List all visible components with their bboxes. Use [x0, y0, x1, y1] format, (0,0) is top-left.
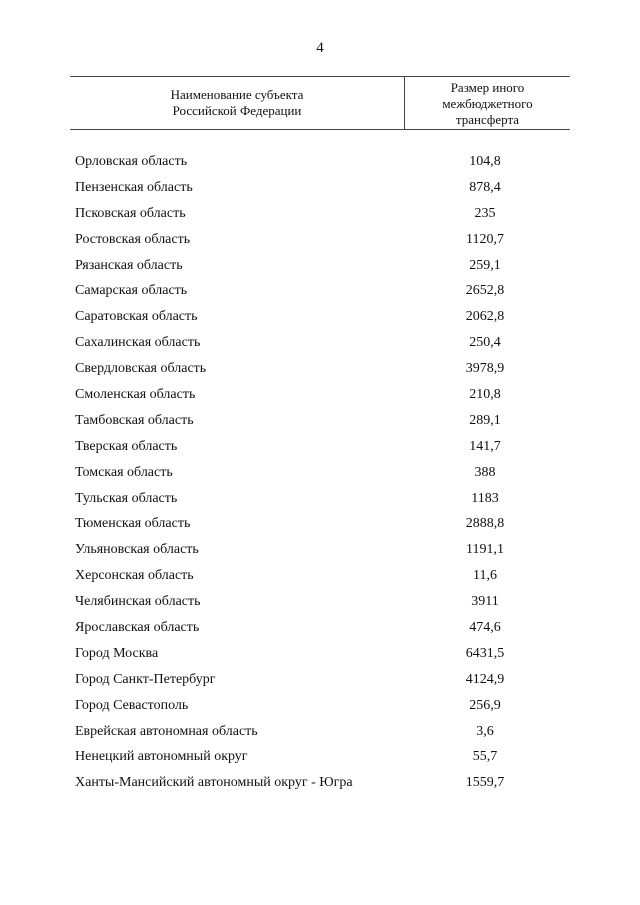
- transfer-value: 104,8: [469, 154, 501, 169]
- table-row: [70, 434, 570, 460]
- subject-name: Саратовская область: [75, 309, 198, 325]
- subject-name: Тульская область: [75, 490, 178, 506]
- transfer-value: 259,1: [469, 257, 501, 273]
- transfer-value: 3,6: [476, 723, 494, 739]
- table-body: [70, 149, 570, 796]
- table-row: [70, 201, 570, 227]
- table-row: [70, 563, 570, 589]
- header-value-line-3: трансферта: [455, 112, 520, 127]
- table-row: [70, 537, 570, 563]
- table-row: [70, 408, 570, 434]
- table-row: [70, 719, 570, 745]
- subject-name: Еврейская автономная область: [75, 723, 258, 739]
- transfer-value: 878,4: [469, 179, 501, 195]
- table-row: [70, 511, 570, 537]
- subject-name: Ханты-Мансийский автономный округ - Югра: [75, 775, 353, 791]
- table-row: [70, 304, 570, 330]
- transfer-value: 4124,9: [465, 671, 505, 687]
- transfer-value: 210,8: [469, 387, 501, 403]
- subject-name: Сахалинская область: [75, 335, 201, 351]
- transfer-value: 6431,5: [465, 645, 505, 661]
- table-header: [70, 76, 570, 130]
- subject-name: Орловская область: [75, 154, 188, 169]
- subject-name: Рязанская область: [75, 257, 183, 273]
- subject-name: Тамбовская область: [75, 412, 194, 428]
- subject-name: Смоленская область: [75, 387, 196, 403]
- transfer-value: 11,6: [473, 568, 497, 584]
- transfer-value: 289,1: [469, 412, 501, 428]
- table-row: [70, 667, 570, 693]
- transfer-value: 1120,7: [466, 231, 504, 247]
- transfer-value: 3978,9: [465, 361, 505, 377]
- transfer-value: 2652,8: [465, 283, 505, 299]
- header-subject-line-2: Российской Федерации: [172, 103, 302, 118]
- transfer-value: 388: [474, 464, 496, 480]
- header-value-line-2: межбюджетного: [442, 96, 533, 111]
- table-row: [70, 460, 570, 486]
- table-row: [70, 253, 570, 279]
- subject-name: Тюменская область: [75, 516, 191, 532]
- table-row: [70, 382, 570, 408]
- table-row: [70, 149, 570, 175]
- table-row: [70, 356, 570, 382]
- subject-name: Город Москва: [75, 645, 159, 661]
- subject-name: Псковская область: [75, 205, 186, 221]
- transfer-value: 235: [474, 205, 496, 221]
- transfer-value: 2062,8: [465, 309, 505, 325]
- subject-name: Ненецкий автономный округ: [75, 749, 248, 765]
- page-number: 4: [316, 40, 324, 56]
- table-row: [70, 770, 570, 796]
- header-value-line-1: Размер иного: [450, 80, 525, 95]
- transfer-value: 1183: [471, 490, 499, 506]
- header-subject-line-1: Наименование субъекта: [170, 87, 304, 102]
- table-row: [70, 693, 570, 719]
- table-row: [70, 486, 570, 512]
- subject-name: Свердловская область: [75, 361, 207, 377]
- subject-name: Тверская область: [75, 438, 178, 454]
- subject-name: Ярославская область: [75, 620, 200, 636]
- header-transfer-size: [405, 80, 570, 128]
- header-subject-name: [70, 87, 404, 119]
- subject-name: Город Севастополь: [75, 697, 189, 713]
- table-row: [70, 615, 570, 641]
- subject-name: Пензенская область: [75, 179, 193, 195]
- subject-name: Челябинская область: [75, 594, 201, 610]
- subject-name: Томская область: [75, 464, 173, 480]
- transfer-value: 3911: [471, 594, 499, 610]
- subject-name: Самарская область: [75, 283, 188, 299]
- subject-name: Херсонская область: [75, 568, 194, 584]
- subject-name: Ульяновская область: [75, 542, 199, 558]
- subject-name: Ростовская область: [75, 231, 191, 247]
- transfer-value: 141,7: [469, 438, 501, 454]
- table-row: [70, 589, 570, 615]
- transfer-value: 250,4: [469, 335, 501, 351]
- transfer-value: 474,6: [469, 620, 501, 636]
- transfer-value: 1559,7: [465, 775, 505, 791]
- transfer-value: 55,7: [472, 749, 498, 765]
- transfer-value: 1191,1: [466, 542, 504, 558]
- subject-name: Город Санкт-Петербург: [75, 671, 216, 687]
- table-row: [70, 330, 570, 356]
- table-row: [70, 227, 570, 253]
- transfer-table: [70, 76, 570, 796]
- transfer-value: 256,9: [469, 697, 501, 713]
- table-row: [70, 278, 570, 304]
- table-row: [70, 641, 570, 667]
- transfer-value: 2888,8: [465, 516, 505, 532]
- table-row: [70, 744, 570, 770]
- table-row: [70, 175, 570, 201]
